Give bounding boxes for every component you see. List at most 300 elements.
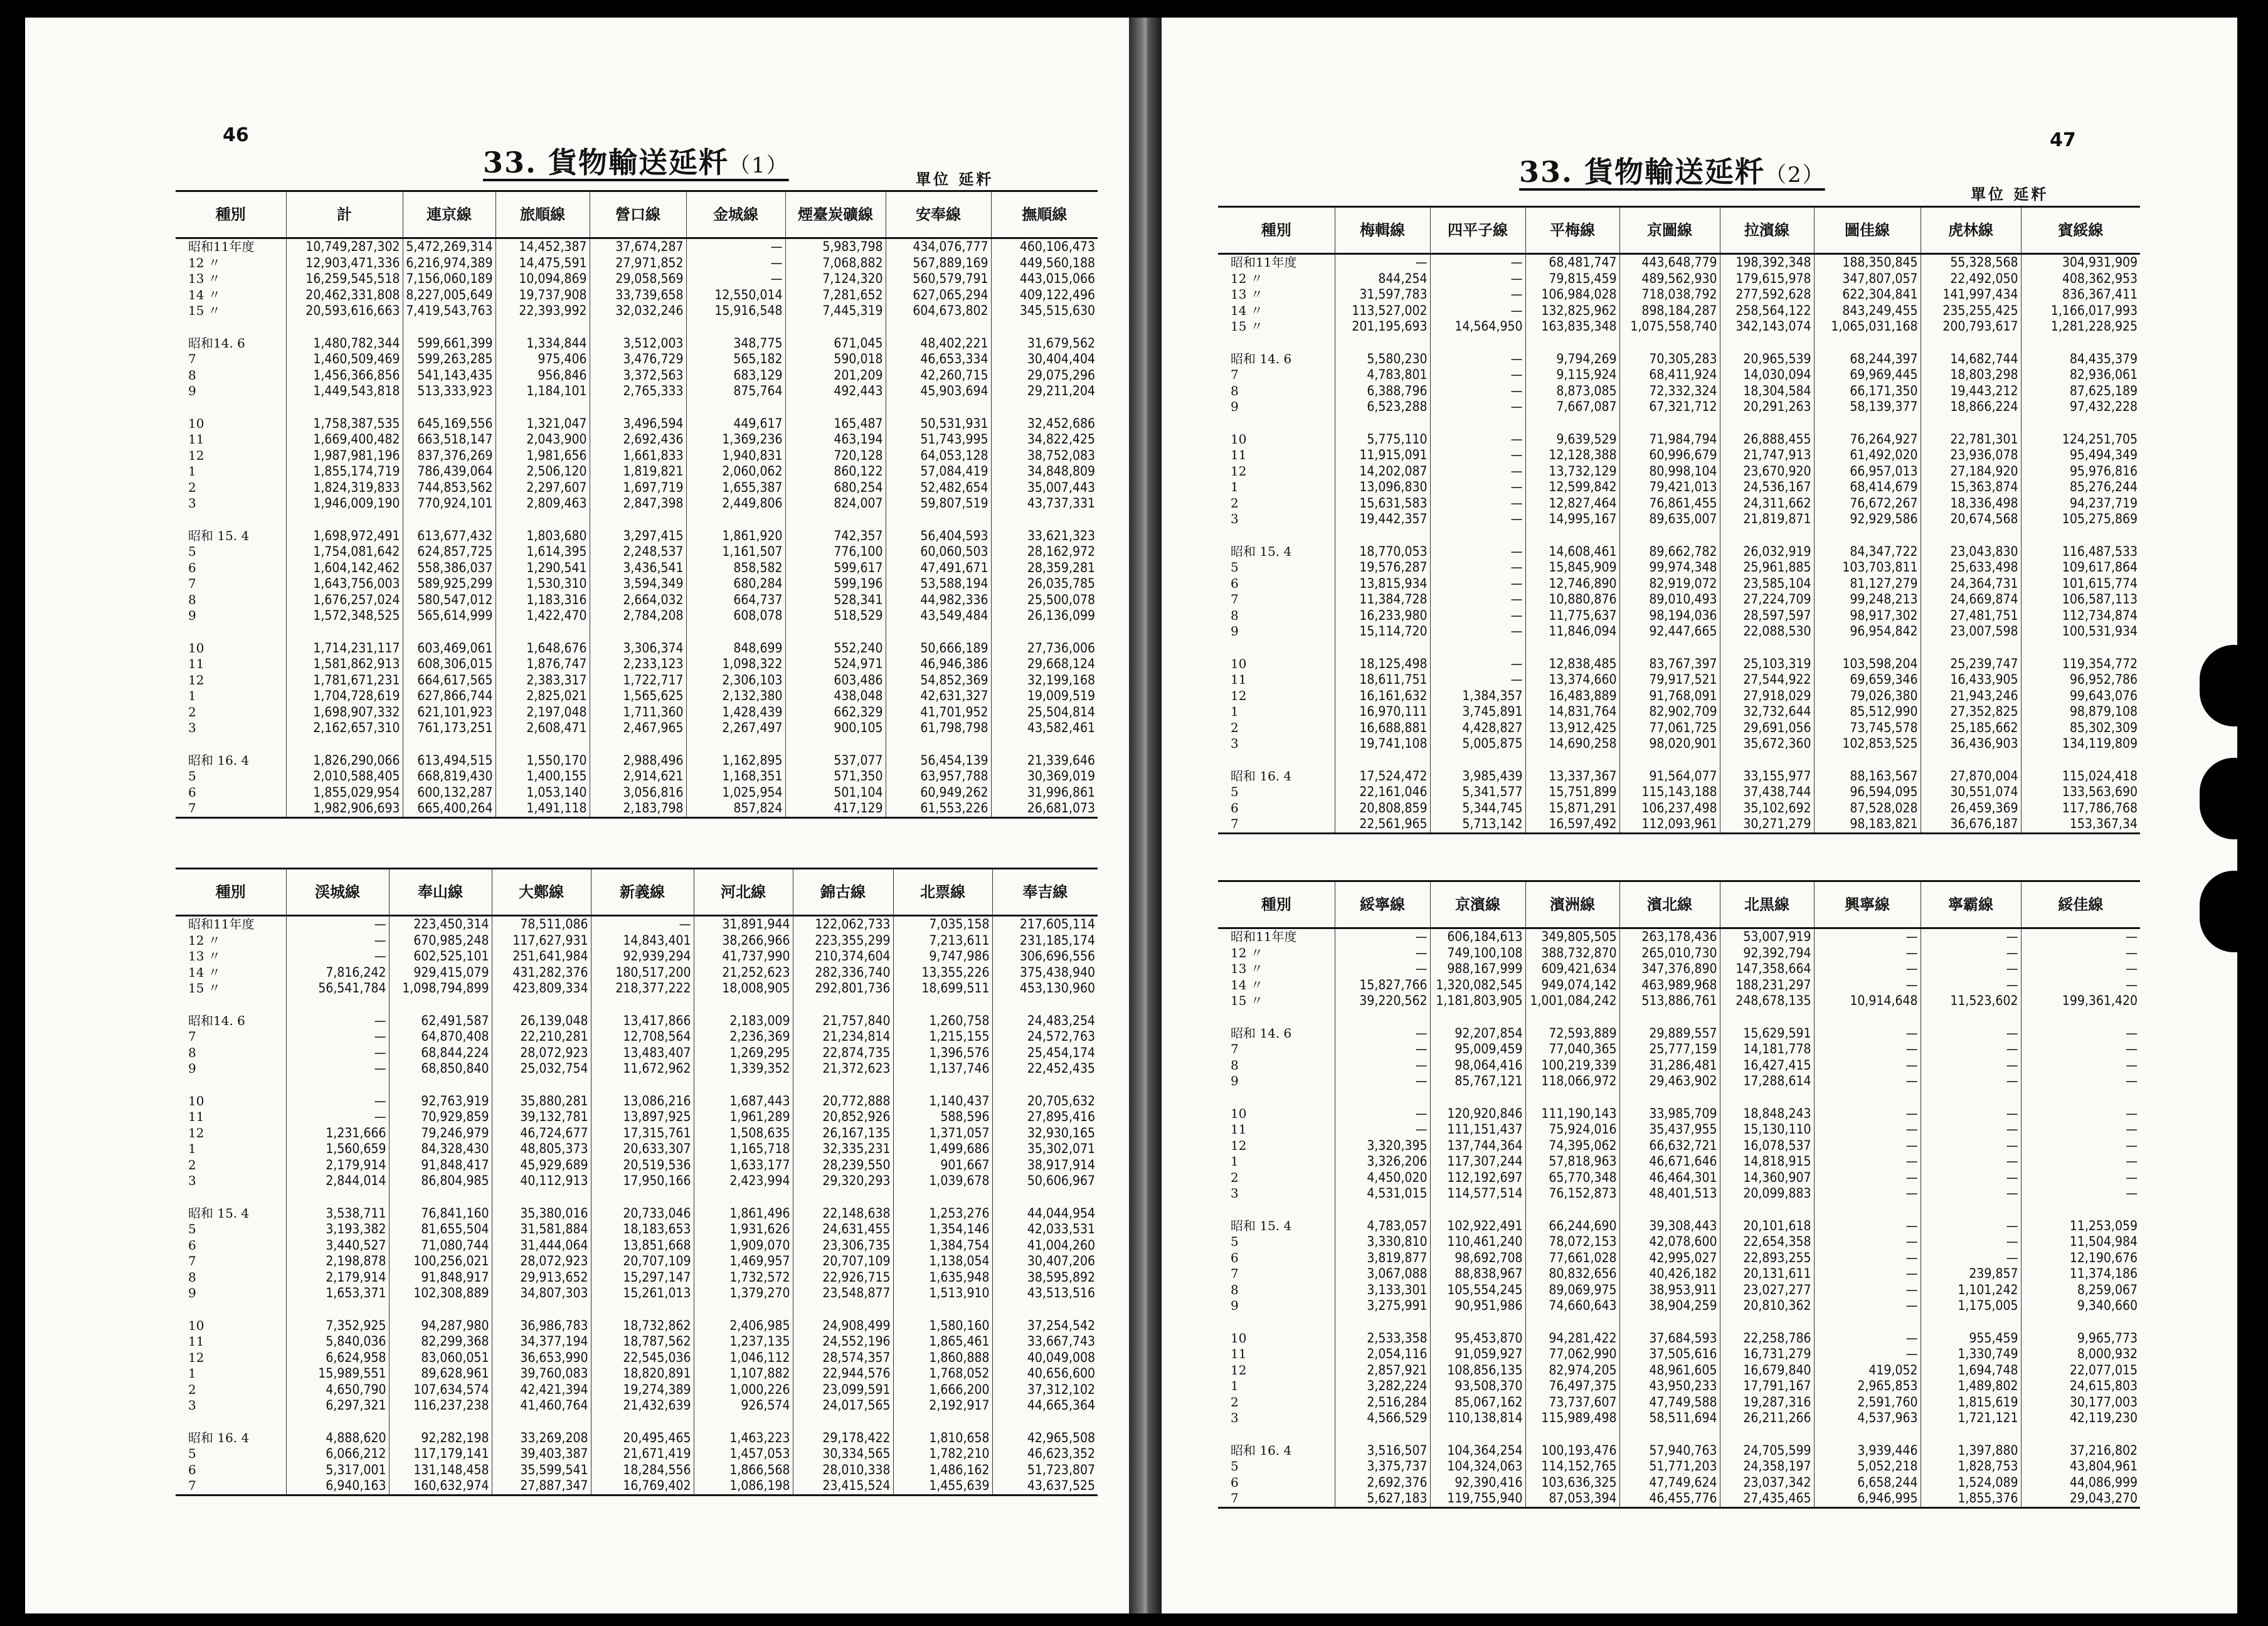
freight-table-left-bottom xyxy=(176,868,1098,1496)
table-cell: 89,069,975 xyxy=(1525,1282,1619,1299)
table-row xyxy=(176,800,1098,817)
table-cell: 48,402,221 xyxy=(886,336,991,352)
table-cell: 1,782,210 xyxy=(893,1446,992,1462)
table-cell: — xyxy=(1430,544,1525,560)
table-row xyxy=(1218,1331,2140,1347)
table-cell: — xyxy=(1430,656,1525,672)
table-cell: 76,861,455 xyxy=(1619,496,1720,512)
table-cell: 51,723,807 xyxy=(992,1462,1098,1479)
period-label: 5 xyxy=(188,1221,196,1236)
table-row xyxy=(176,656,1098,672)
table-cell: 72,593,889 xyxy=(1525,1026,1619,1042)
table-cell: 38,266,966 xyxy=(694,933,793,949)
table-cell: 988,167,999 xyxy=(1430,961,1525,977)
table-cell: 50,531,931 xyxy=(886,416,991,432)
table-cell: 210,374,604 xyxy=(793,948,893,965)
table-cell: 1,098,322 xyxy=(686,656,785,672)
unit-label: 單位 延粁 xyxy=(916,170,994,188)
table-cell: 39,308,443 xyxy=(1619,1218,1720,1235)
table-cell: 1,379,270 xyxy=(694,1285,793,1302)
period-label: 5 xyxy=(1231,1459,1239,1474)
table-row xyxy=(176,1221,1098,1238)
table-cell: 15,751,899 xyxy=(1525,784,1619,800)
table-row xyxy=(176,464,1098,480)
table-cell: 66,957,013 xyxy=(1814,464,1921,480)
column-header: 渓城線 xyxy=(286,869,389,916)
table-cell: 742,357 xyxy=(785,528,886,545)
period-label: 昭和 14. 6 xyxy=(1231,1025,1292,1041)
table-cell: — xyxy=(2021,1170,2140,1186)
table-cell: 91,848,417 xyxy=(389,1157,492,1174)
table-cell: — xyxy=(1921,977,2021,994)
period-label: 昭和14. 6 xyxy=(188,1012,245,1028)
table-cell: 102,922,491 xyxy=(1430,1218,1525,1235)
table-cell: 48,805,373 xyxy=(492,1141,591,1157)
table-cell: 61,798,798 xyxy=(886,720,991,736)
table-cell: 20,733,046 xyxy=(591,1206,694,1222)
table-row xyxy=(176,1253,1098,1270)
table-cell: 1,397,880 xyxy=(1921,1443,2021,1459)
table-cell: 3,330,810 xyxy=(1335,1234,1430,1250)
table-row xyxy=(176,560,1098,577)
period-label: 7 xyxy=(188,1029,196,1044)
table-cell: 277,592,628 xyxy=(1720,287,1814,303)
table-cell: — xyxy=(1921,1250,2021,1267)
table-cell: 20,707,109 xyxy=(591,1253,694,1270)
table-cell: 2,010,588,405 xyxy=(286,768,403,785)
unit-label: 單位 延粁 xyxy=(1971,185,2049,203)
period-label: 6 xyxy=(188,560,196,575)
period-label: 6 xyxy=(1231,1474,1239,1490)
table-cell: 18,336,498 xyxy=(1921,496,2021,512)
table-cell: 449,617 xyxy=(686,416,785,432)
table-cell: 20,495,465 xyxy=(591,1430,694,1447)
table-cell: 16,769,402 xyxy=(591,1478,694,1495)
table-cell: 117,179,141 xyxy=(389,1446,492,1462)
table-cell: 61,492,020 xyxy=(1814,447,1921,464)
table-cell: 10,914,648 xyxy=(1814,993,1921,1009)
table-cell: 718,038,792 xyxy=(1619,287,1720,303)
period-label: 12 〃 xyxy=(188,932,221,948)
table-cell: 1,480,782,344 xyxy=(286,336,403,352)
table-cell: 2,847,398 xyxy=(590,496,686,512)
table-cell: 42,119,230 xyxy=(2021,1410,2140,1427)
table-cell: 108,856,135 xyxy=(1430,1363,1525,1379)
table-cell: 30,334,565 xyxy=(793,1446,893,1462)
table-cell: 16,078,537 xyxy=(1720,1138,1814,1154)
table-cell: 2,988,496 xyxy=(590,753,686,769)
table-cell: 13,096,830 xyxy=(1335,479,1430,496)
table-cell: 42,631,327 xyxy=(886,688,991,704)
table-cell: 58,139,377 xyxy=(1814,399,1921,415)
table-cell: 68,244,397 xyxy=(1814,351,1921,368)
table-cell: 20,462,331,808 xyxy=(286,287,403,304)
table-cell: — xyxy=(2021,977,2140,994)
table-cell: 1,722,717 xyxy=(590,672,686,689)
table-cell: 100,193,476 xyxy=(1525,1443,1619,1459)
table-cell: 36,986,783 xyxy=(492,1318,591,1334)
table-cell: 72,332,324 xyxy=(1619,383,1720,400)
period-label: 昭和 14. 6 xyxy=(1231,351,1292,366)
table-cell: 1,981,656 xyxy=(495,448,590,464)
table-cell: 3,326,206 xyxy=(1335,1154,1430,1170)
table-cell: 31,444,064 xyxy=(492,1238,591,1254)
table-cell: 3,538,711 xyxy=(286,1206,389,1222)
table-cell: 201,195,693 xyxy=(1335,319,1430,335)
table-cell: — xyxy=(1814,1170,1921,1186)
table-cell: 1,371,057 xyxy=(893,1125,992,1142)
table-cell: 16,259,545,518 xyxy=(286,271,403,287)
table-cell: 134,119,809 xyxy=(2021,736,2140,752)
table-cell: 608,306,015 xyxy=(403,656,495,672)
table-cell: 434,076,777 xyxy=(886,238,991,255)
period-label: 昭和11年度 xyxy=(188,917,255,932)
table-cell: 42,078,600 xyxy=(1619,1234,1720,1250)
table-cell: 27,481,751 xyxy=(1921,608,2021,624)
table-cell: 57,818,963 xyxy=(1525,1154,1619,1170)
table-cell: 32,452,686 xyxy=(991,416,1098,432)
table-row xyxy=(1218,1475,2140,1491)
table-cell: 42,965,508 xyxy=(992,1430,1098,1447)
table-cell: 31,891,944 xyxy=(694,916,793,933)
table-cell: 106,237,498 xyxy=(1619,800,1720,817)
table-cell: 857,824 xyxy=(686,800,785,817)
period-label: 10 xyxy=(188,1317,204,1333)
table-cell: 93,508,370 xyxy=(1430,1378,1525,1395)
table-cell: 105,275,869 xyxy=(2021,511,2140,528)
table-cell: 90,951,986 xyxy=(1430,1298,1525,1314)
table-cell: 20,965,539 xyxy=(1720,351,1814,368)
table-cell: 23,306,735 xyxy=(793,1238,893,1254)
table-cell: 68,411,924 xyxy=(1619,367,1720,383)
table-cell: 25,961,885 xyxy=(1720,560,1814,576)
table-cell: 1,428,439 xyxy=(686,704,785,721)
table-cell: 77,661,028 xyxy=(1525,1250,1619,1267)
table-row xyxy=(176,1478,1098,1495)
table-cell: 443,648,779 xyxy=(1619,254,1720,271)
table-cell: 513,333,923 xyxy=(403,383,495,400)
table-cell: 1,065,031,168 xyxy=(1814,319,1921,335)
table-cell: 37,505,616 xyxy=(1619,1346,1720,1363)
period-label: 12 xyxy=(1231,463,1247,479)
table-row xyxy=(176,1366,1098,1382)
table-cell: 101,615,774 xyxy=(2021,576,2140,592)
table-cell: 45,929,689 xyxy=(492,1157,591,1174)
period-label: 12 xyxy=(188,447,204,463)
table-cell: 18,611,751 xyxy=(1335,672,1430,688)
table-cell: 23,043,830 xyxy=(1921,544,2021,560)
table-row xyxy=(176,1446,1098,1462)
table-row xyxy=(176,948,1098,965)
table-cell: 35,380,016 xyxy=(492,1206,591,1222)
table-cell: — xyxy=(1921,1026,2021,1042)
table-cell: 18,304,584 xyxy=(1720,383,1814,400)
table-cell: 665,400,264 xyxy=(403,800,495,817)
table-row xyxy=(1218,1410,2140,1427)
table-cell: 92,282,198 xyxy=(389,1430,492,1447)
table-cell: 43,637,525 xyxy=(992,1478,1098,1495)
table-cell: 29,058,569 xyxy=(590,271,686,287)
table-cell: 104,324,063 xyxy=(1430,1459,1525,1475)
table-cell: 106,984,028 xyxy=(1525,287,1619,303)
table-cell: 62,491,587 xyxy=(389,1013,492,1029)
table-cell: — xyxy=(1430,464,1525,480)
table-cell: 5,627,183 xyxy=(1335,1490,1430,1507)
table-cell: 14,995,167 xyxy=(1525,511,1619,528)
table-cell: 114,152,765 xyxy=(1525,1459,1619,1475)
table-cell: 2,784,208 xyxy=(590,608,686,624)
table-cell: 179,615,978 xyxy=(1720,271,1814,287)
page-number: 47 xyxy=(2050,129,2076,151)
column-header: 種別 xyxy=(176,191,286,238)
table-cell: 21,339,646 xyxy=(991,753,1098,769)
table-cell: 1,354,146 xyxy=(893,1221,992,1238)
table-cell: 88,163,567 xyxy=(1814,768,1921,785)
period-label: 10 xyxy=(188,640,204,656)
table-cell: — xyxy=(1921,1234,2021,1250)
table-cell: 82,902,709 xyxy=(1619,704,1720,720)
table-cell: 1,669,400,482 xyxy=(286,432,403,448)
table-cell: 443,015,066 xyxy=(991,271,1098,287)
table-cell: 91,564,077 xyxy=(1619,768,1720,785)
period-label: 1 xyxy=(188,1141,196,1156)
table-cell: 3,282,224 xyxy=(1335,1378,1430,1395)
table-cell: 1,086,198 xyxy=(694,1478,793,1495)
table-row xyxy=(1218,464,2140,480)
table-cell: 1,290,541 xyxy=(495,560,590,577)
table-cell: 2,183,009 xyxy=(694,1013,793,1029)
period-label: 6 xyxy=(188,1462,196,1477)
table-cell: 16,427,415 xyxy=(1720,1058,1814,1074)
table-row xyxy=(1218,496,2140,512)
table-cell: 13,355,226 xyxy=(893,965,992,981)
table-cell: 11,374,186 xyxy=(2021,1266,2140,1282)
period-label: 1 xyxy=(1231,704,1239,719)
period-label: 8 xyxy=(1231,383,1239,398)
table-cell: 46,946,386 xyxy=(886,656,991,672)
table-row xyxy=(1218,351,2140,368)
table-cell: 21,252,623 xyxy=(694,965,793,981)
period-label: 3 xyxy=(188,496,196,511)
table-cell: 14,360,907 xyxy=(1720,1170,1814,1186)
table-cell: 66,244,690 xyxy=(1525,1218,1619,1235)
table-cell: 744,853,562 xyxy=(403,480,495,496)
table-cell: 25,633,498 xyxy=(1921,560,2021,576)
table-cell: 75,924,016 xyxy=(1525,1122,1619,1138)
table-cell: 2,183,798 xyxy=(590,800,686,817)
table-cell: 95,453,870 xyxy=(1430,1331,1525,1347)
table-cell: 1,339,352 xyxy=(694,1061,793,1077)
table-cell: 15,916,548 xyxy=(686,303,785,319)
table-row xyxy=(176,965,1098,981)
table-row xyxy=(1218,816,2140,833)
table-cell: 528,341 xyxy=(785,592,886,608)
table-cell: 35,672,360 xyxy=(1720,736,1814,752)
table-cell: 2,765,333 xyxy=(590,383,686,400)
table-cell: 22,148,638 xyxy=(793,1206,893,1222)
table-cell: 20,593,616,663 xyxy=(286,303,403,319)
table-cell: 32,930,165 xyxy=(992,1125,1098,1142)
column-header: 綏寧線 xyxy=(1335,881,1430,928)
table-cell: 27,736,006 xyxy=(991,640,1098,657)
table-cell: 85,276,244 xyxy=(2021,479,2140,496)
table-cell: 18,820,891 xyxy=(591,1366,694,1382)
table-cell: 4,566,529 xyxy=(1335,1410,1430,1427)
table-row xyxy=(1218,560,2140,576)
table-row xyxy=(1218,784,2140,800)
period-label: 2 xyxy=(1231,1394,1239,1410)
table-row xyxy=(176,271,1098,287)
left-page xyxy=(25,18,1129,1613)
table-cell: 1,260,758 xyxy=(893,1013,992,1029)
table-cell: 82,919,072 xyxy=(1619,576,1720,592)
table-cell: 26,681,073 xyxy=(991,800,1098,817)
table-cell: 5,005,875 xyxy=(1430,736,1525,752)
table-cell: 16,970,111 xyxy=(1335,704,1430,720)
table-cell: 20,852,926 xyxy=(793,1109,893,1125)
table-cell: 20,633,307 xyxy=(591,1141,694,1157)
table-row xyxy=(176,303,1098,319)
table-cell: 132,825,962 xyxy=(1525,303,1619,319)
table-cell: 1,489,802 xyxy=(1921,1378,2021,1395)
table-cell: 7,445,319 xyxy=(785,303,886,319)
table-row xyxy=(176,1334,1098,1350)
table-cell: 5,713,142 xyxy=(1430,816,1525,833)
period-label: 12 〃 xyxy=(188,255,221,270)
table-cell: 627,065,294 xyxy=(886,287,991,304)
table-cell: 423,809,334 xyxy=(492,980,591,997)
table-row xyxy=(176,1206,1098,1222)
table-cell: 115,989,498 xyxy=(1525,1410,1619,1427)
table-cell: 898,184,287 xyxy=(1619,303,1720,319)
table-cell: 409,122,496 xyxy=(991,287,1098,304)
table-cell: 1,704,728,619 xyxy=(286,688,403,704)
table-cell: 1,694,748 xyxy=(1921,1363,2021,1379)
table-cell: 57,084,419 xyxy=(886,464,991,480)
table-cell: 1,861,496 xyxy=(694,1206,793,1222)
period-label: 8 xyxy=(188,592,196,607)
table-cell: 1,215,155 xyxy=(893,1029,992,1045)
table-cell: 35,302,071 xyxy=(992,1141,1098,1157)
table-cell: 26,211,266 xyxy=(1720,1410,1814,1427)
period-label: 7 xyxy=(1231,592,1239,607)
table-cell: — xyxy=(1921,1058,2021,1074)
table-cell: 81,127,279 xyxy=(1814,576,1921,592)
table-cell: 118,066,972 xyxy=(1525,1073,1619,1090)
table-cell: 46,623,352 xyxy=(992,1446,1098,1462)
table-cell: 5,983,798 xyxy=(785,238,886,255)
table-cell: 80,998,104 xyxy=(1619,464,1720,480)
table-cell: 74,395,062 xyxy=(1525,1138,1619,1154)
table-cell: 25,454,174 xyxy=(992,1045,1098,1061)
table-cell: 571,350 xyxy=(785,768,886,785)
table-cell: 251,641,984 xyxy=(492,948,591,965)
table-cell: 9,794,269 xyxy=(1525,351,1619,368)
table-cell: — xyxy=(1814,1041,1921,1058)
table-cell: 28,072,923 xyxy=(492,1045,591,1061)
table-cell: 4,450,020 xyxy=(1335,1170,1430,1186)
table-row xyxy=(1218,1170,2140,1186)
table-row xyxy=(1218,656,2140,672)
table-cell: 35,880,281 xyxy=(492,1093,591,1110)
table-cell: 63,957,788 xyxy=(886,768,991,785)
table-cell: 98,917,302 xyxy=(1814,608,1921,624)
table-row xyxy=(1218,399,2140,415)
row-gap xyxy=(1218,640,2140,656)
table-cell: 11,504,984 xyxy=(2021,1234,2140,1250)
table-cell: 602,525,101 xyxy=(389,948,492,965)
table-cell: 79,421,013 xyxy=(1619,479,1720,496)
table-cell: 1,269,295 xyxy=(694,1045,793,1061)
table-cell: 663,518,147 xyxy=(403,432,495,448)
table-cell: — xyxy=(591,916,694,933)
period-label: 12 〃 xyxy=(1231,945,1263,960)
table-cell: 92,207,854 xyxy=(1430,1026,1525,1042)
table-cell: 55,328,568 xyxy=(1921,254,2021,271)
table-cell: 51,743,995 xyxy=(886,432,991,448)
period-label: 昭和 15. 4 xyxy=(1231,1218,1292,1233)
table-cell: 263,178,436 xyxy=(1619,928,1720,945)
table-cell: 860,122 xyxy=(785,464,886,480)
table-cell: 91,768,091 xyxy=(1619,688,1720,704)
table-row xyxy=(176,608,1098,624)
table-cell: — xyxy=(1430,447,1525,464)
table-cell: 48,961,605 xyxy=(1619,1363,1720,1379)
column-header: 濱洲線 xyxy=(1525,881,1619,928)
table-cell: 19,442,357 xyxy=(1335,511,1430,528)
table-cell: 64,870,408 xyxy=(389,1029,492,1045)
table-cell: — xyxy=(2021,1186,2140,1202)
table-cell: 608,078 xyxy=(686,608,785,624)
table-cell: — xyxy=(686,238,785,255)
table-cell: 39,132,781 xyxy=(492,1109,591,1125)
period-label: 12 xyxy=(188,1349,204,1365)
table-cell: 42,260,715 xyxy=(886,368,991,384)
table-row xyxy=(1218,1041,2140,1058)
table-cell: 86,804,985 xyxy=(389,1173,492,1189)
table-row xyxy=(1218,254,2140,271)
table-cell: 26,136,099 xyxy=(991,608,1098,624)
table-cell: 23,670,920 xyxy=(1720,464,1814,480)
table-cell: 1,666,200 xyxy=(893,1382,992,1398)
table-cell: 39,760,083 xyxy=(492,1366,591,1382)
table-cell: 24,358,197 xyxy=(1720,1459,1814,1475)
table-cell: 16,483,889 xyxy=(1525,688,1619,704)
row-gap xyxy=(176,624,1098,640)
table-cell: 21,372,623 xyxy=(793,1061,893,1077)
period-label: 5 xyxy=(188,768,196,784)
table-row xyxy=(1218,511,2140,528)
table-cell: 2,236,369 xyxy=(694,1029,793,1045)
table-cell: 2,516,284 xyxy=(1335,1395,1430,1411)
table-cell: 12,903,471,336 xyxy=(286,255,403,272)
table-cell: 95,494,349 xyxy=(2021,447,2140,464)
table-cell: 15,989,551 xyxy=(286,1366,389,1382)
table-cell: 22,393,992 xyxy=(495,303,590,319)
table-cell: — xyxy=(286,1029,389,1045)
table-cell: 837,376,269 xyxy=(403,448,495,464)
table-cell: — xyxy=(1814,1331,1921,1347)
table-cell: 1,508,635 xyxy=(694,1125,793,1142)
table-cell: 12,599,842 xyxy=(1525,479,1619,496)
table-cell: 680,254 xyxy=(785,480,886,496)
table-cell: 1,137,746 xyxy=(893,1061,992,1077)
row-gap xyxy=(1218,1090,2140,1106)
table-cell: 11,253,059 xyxy=(2021,1218,2140,1235)
table-cell: 79,917,521 xyxy=(1619,672,1720,688)
table-cell: 417,129 xyxy=(785,800,886,817)
table-cell: 419,052 xyxy=(1814,1363,1921,1379)
